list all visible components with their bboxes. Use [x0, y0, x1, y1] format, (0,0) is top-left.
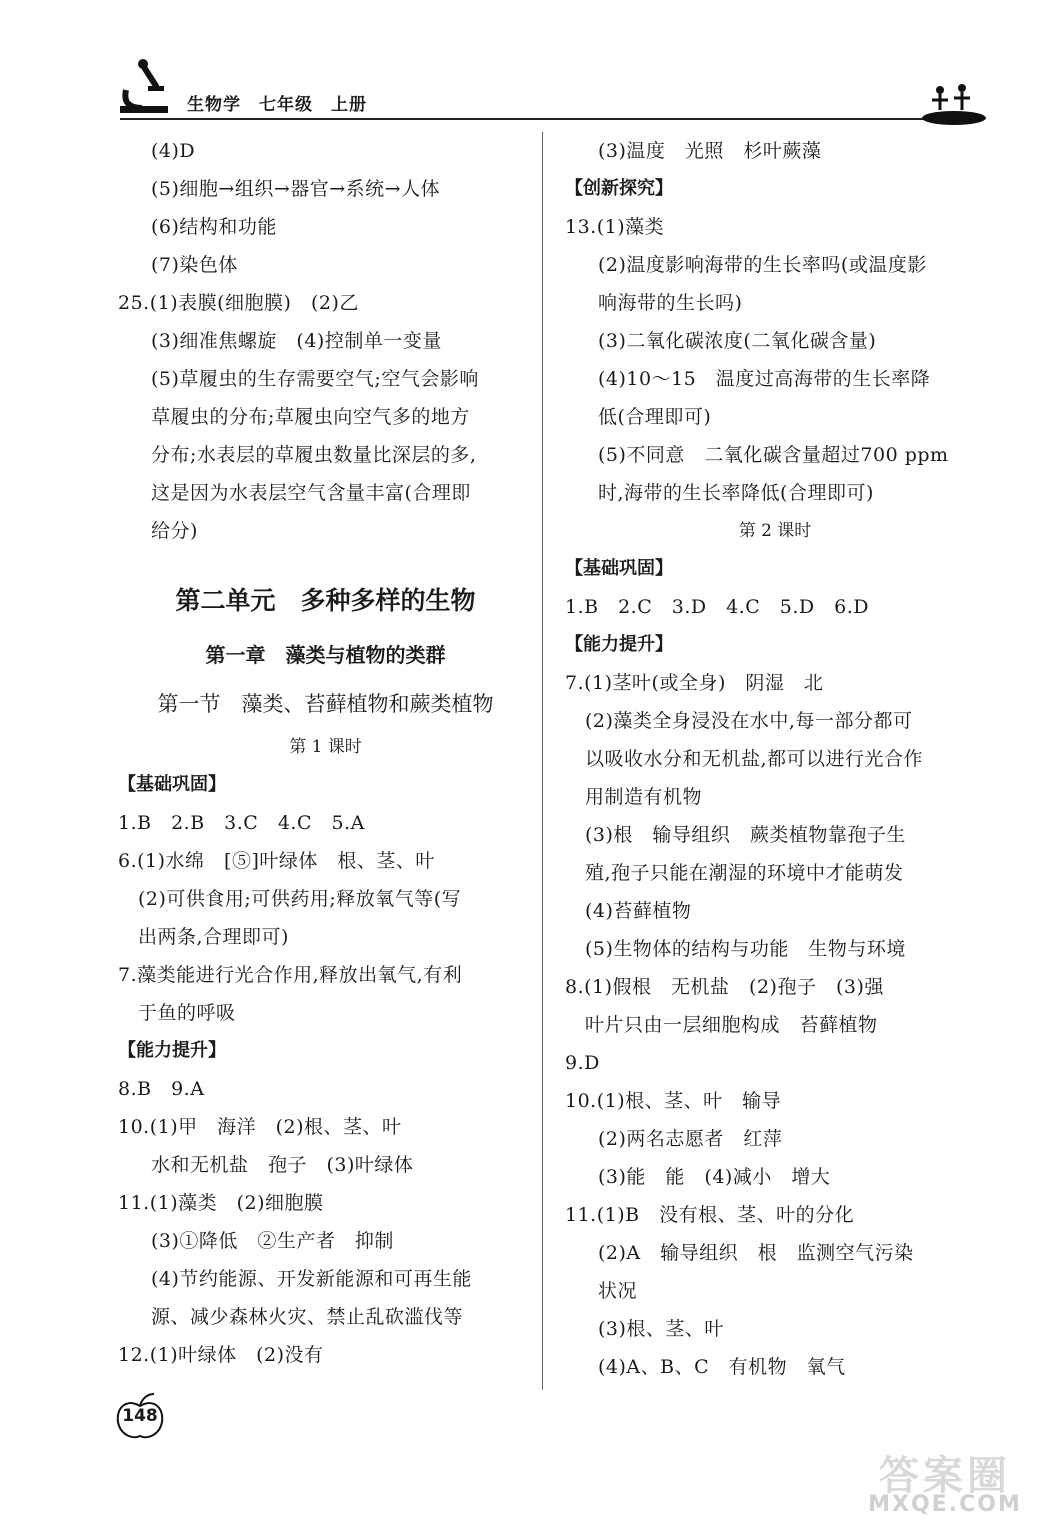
answer-line: 这是因为水表层空气含量丰富(合理即 — [151, 482, 471, 504]
answer-line: 9.D — [565, 1052, 600, 1074]
answer-line: 状况 — [598, 1280, 638, 1302]
right-column — [565, 132, 985, 1386]
answer-line: 草履虫的分布;草履虫向空气多的地方 — [151, 406, 470, 428]
page-number: 148 — [122, 1406, 158, 1426]
answer-line: (3)根 输导组织 蕨类植物靠孢子生 — [585, 824, 906, 846]
section-heading: 【基础巩固】 — [118, 774, 226, 795]
section-heading: 【基础巩固】 — [565, 558, 673, 579]
answer-line: 响海带的生长吗) — [598, 292, 743, 314]
answer-line: (5)生物体的结构与功能 生物与环境 — [585, 938, 906, 960]
lesson-label: 第 1 课时 — [289, 737, 362, 757]
answer-line: 给分) — [151, 520, 198, 542]
answer-line: 25.(1)表膜(细胞膜) (2)乙 — [118, 292, 359, 314]
answer-line: 分布;水表层的草履虫数量比深层的多, — [151, 444, 477, 466]
answer-line: 8.B 9.A — [118, 1078, 205, 1100]
page-number-badge — [112, 1392, 168, 1442]
figures-decoration-icon — [918, 78, 988, 126]
answer-line: 用制造有机物 — [585, 786, 703, 808]
answer-line: 12.(1)叶绿体 (2)没有 — [118, 1344, 324, 1366]
watermark — [860, 1436, 1030, 1526]
answer-line: 1.B 2.B 3.C 4.C 5.A — [118, 812, 365, 834]
answer-line: 低(合理即可) — [598, 406, 712, 428]
answer-line: (3)能 能 (4)减小 增大 — [598, 1166, 831, 1188]
page-header — [0, 0, 1044, 130]
section-heading: 【能力提升】 — [118, 1040, 226, 1061]
answer-line: (2)温度影响海带的生长率吗(或温度影 — [598, 254, 927, 276]
answer-line: 11.(1)B 没有根、茎、叶的分化 — [565, 1204, 855, 1226]
lesson-label: 第 2 课时 — [738, 521, 812, 541]
answer-line: (2)藻类全身浸没在水中,每一部分都可 — [585, 710, 913, 732]
microscope-icon — [112, 56, 174, 116]
section-title: 第一节 藻类、苔藓植物和蕨类植物 — [157, 692, 494, 716]
answer-line: (3)温度 光照 杉叶蕨藻 — [598, 140, 822, 162]
answer-line: (3)根、茎、叶 — [598, 1318, 724, 1340]
answer-line: (2)A 输导组织 根 监测空气污染 — [598, 1242, 914, 1264]
answer-line: 时,海带的生长率降低(合理即可) — [598, 482, 874, 504]
answer-line: (5)不同意 二氧化碳含量超过700 ppm — [598, 444, 949, 466]
answer-line: 出两条,合理即可) — [138, 926, 289, 948]
unit-title: 第二单元 多种多样的生物 — [175, 586, 476, 615]
answer-line: (5)草履虫的生存需要空气;空气会影响 — [151, 368, 479, 390]
answer-line: 殖,孢子只能在潮湿的环境中才能萌发 — [585, 862, 904, 884]
answer-line: 6.(1)水绵 [⑤]叶绿体 根、茎、叶 — [118, 850, 435, 872]
answer-line: (3)细准焦螺旋 (4)控制单一变量 — [151, 330, 442, 352]
section-heading: 【创新探究】 — [565, 178, 673, 199]
answer-line: 于鱼的呼吸 — [138, 1002, 236, 1024]
answer-line: (6)结构和功能 — [151, 216, 277, 238]
answer-line: (3)①降低 ②生产者 抑制 — [151, 1230, 394, 1252]
answer-line: 源、减少森林火灾、禁止乱砍滥伐等 — [151, 1306, 464, 1328]
answer-line: (2)两名志愿者 红萍 — [598, 1128, 783, 1150]
watermark-text: 答案圈 — [879, 1453, 1011, 1499]
answer-line: (4)苔藓植物 — [585, 900, 692, 922]
answer-line: 7.(1)茎叶(或全身) 阴湿 北 — [565, 672, 824, 694]
answer-line: 11.(1)藻类 (2)细胞膜 — [118, 1192, 324, 1214]
answer-line: (7)染色体 — [151, 254, 238, 276]
answer-line: (4)A、B、C 有机物 氧气 — [598, 1356, 846, 1378]
answer-line: (4)10～15 温度过高海带的生长率降 — [598, 368, 931, 390]
answer-line: (4)节约能源、开发新能源和可再生能 — [151, 1268, 472, 1290]
header-rule — [120, 118, 984, 120]
answer-line: 13.(1)藻类 — [565, 216, 665, 238]
answer-line: 水和无机盐 孢子 (3)叶绿体 — [151, 1154, 414, 1176]
answer-line: (3)二氧化碳浓度(二氧化碳含量) — [598, 330, 877, 352]
answer-line: 10.(1)甲 海洋 (2)根、茎、叶 — [118, 1116, 402, 1138]
left-column — [118, 132, 533, 1374]
answer-line: 1.B 2.C 3.D 4.C 5.D 6.D — [565, 596, 870, 618]
header-title: 生物学 七年级 上册 — [187, 95, 367, 115]
answer-line: 叶片只由一层细胞构成 苔藓植物 — [585, 1014, 878, 1036]
answer-line: 8.(1)假根 无机盐 (2)孢子 (3)强 — [565, 976, 884, 998]
answer-line: 以吸收水分和无机盐,都可以进行光合作 — [585, 748, 924, 770]
column-divider — [542, 132, 543, 1390]
watermark-url: MXQE.COM — [868, 1492, 1022, 1517]
section-heading: 【能力提升】 — [565, 634, 673, 655]
chapter-title: 第一章 藻类与植物的类群 — [205, 643, 446, 667]
answer-line: (5)细胞→组织→器官→系统→人体 — [151, 178, 441, 200]
answer-line: 10.(1)根、茎、叶 输导 — [565, 1090, 782, 1112]
answer-line: (4)D — [151, 140, 196, 162]
answer-line: 7.藻类能进行光合作用,释放出氧气,有利 — [118, 964, 463, 986]
answer-line: (2)可供食用;可供药用;释放氧气等(写 — [138, 888, 462, 910]
